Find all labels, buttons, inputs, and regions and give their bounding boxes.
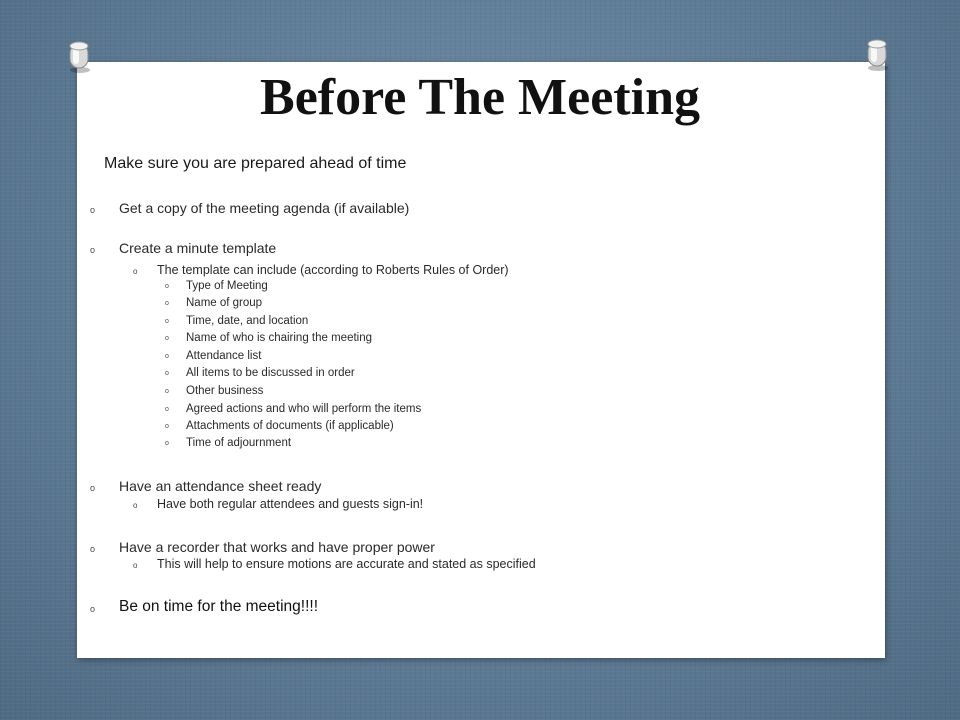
bullet-icon: o	[165, 440, 169, 447]
list-item-text: Attendance list	[186, 350, 262, 362]
bullet-icon: o	[165, 406, 169, 413]
bullet-icon: o	[90, 544, 96, 554]
list-item-text: Name of group	[186, 297, 263, 309]
list-item-text: Have a recorder that works and have proper power	[119, 539, 435, 555]
list-item-text: Be on time for the meeting!!!!	[119, 598, 319, 615]
list-item	[133, 263, 509, 277]
bullet-icon: o	[133, 561, 138, 570]
bullet-icon: o	[133, 501, 138, 510]
bullet-icon: o	[165, 335, 169, 342]
list-item-text: Agreed actions and who will perform the items	[186, 403, 422, 415]
list-item	[165, 350, 262, 362]
bullet-icon: o	[165, 388, 169, 395]
list-item-text: Name of who is chairing the meeting	[186, 332, 373, 344]
list-item	[165, 367, 355, 379]
list-item	[165, 315, 309, 327]
bullet-icon: o	[165, 370, 169, 377]
list-item	[133, 557, 536, 571]
bullet-icon: o	[90, 483, 96, 493]
list-item	[165, 420, 394, 432]
list-item-text: Attachments of documents (if applicable)	[186, 420, 394, 432]
list-item	[165, 332, 373, 344]
list-item	[165, 385, 264, 397]
list-item	[90, 200, 410, 216]
slide-title: Before The Meeting	[260, 69, 700, 126]
list-item	[90, 539, 435, 555]
list-item	[90, 598, 319, 616]
bullet-icon: o	[133, 267, 138, 276]
list-item	[165, 403, 422, 415]
list-item-text: Create a minute template	[119, 240, 277, 256]
list-item	[90, 240, 277, 256]
list-item-text: Have an attendance sheet ready	[119, 478, 322, 494]
list-item-text: Have both regular attendees and guests sign-in!	[157, 497, 424, 511]
list-item	[90, 478, 322, 494]
bullet-icon: o	[90, 205, 96, 215]
bullet-icon: o	[165, 423, 169, 430]
bullet-icon: o	[165, 300, 169, 307]
list-item-text: All items to be discussed in order	[186, 367, 355, 379]
list-item-text: Time, date, and location	[186, 315, 309, 327]
bullet-icon: o	[165, 283, 169, 290]
list-item-text: Type of Meeting	[186, 280, 268, 292]
list-item-text: Other business	[186, 385, 264, 397]
bullet-icon: o	[165, 353, 169, 360]
list-item	[165, 297, 263, 309]
list-item-text: Get a copy of the meeting agenda (if available)	[119, 200, 410, 216]
list-item-text: The template can include (according to Roberts Rules of Order)	[157, 263, 509, 277]
list-item-text: Time of adjournment	[186, 437, 292, 449]
bullet-icon: o	[90, 245, 96, 255]
slide-subtitle: Make sure you are prepared ahead of time	[104, 155, 407, 172]
list-item-text: This will help to ensure motions are accurate and stated as specified	[157, 557, 536, 571]
list-item	[133, 497, 424, 511]
list-item	[165, 280, 268, 292]
list-item	[165, 437, 292, 449]
bullet-icon: o	[90, 604, 96, 614]
bullet-icon: o	[165, 318, 169, 325]
